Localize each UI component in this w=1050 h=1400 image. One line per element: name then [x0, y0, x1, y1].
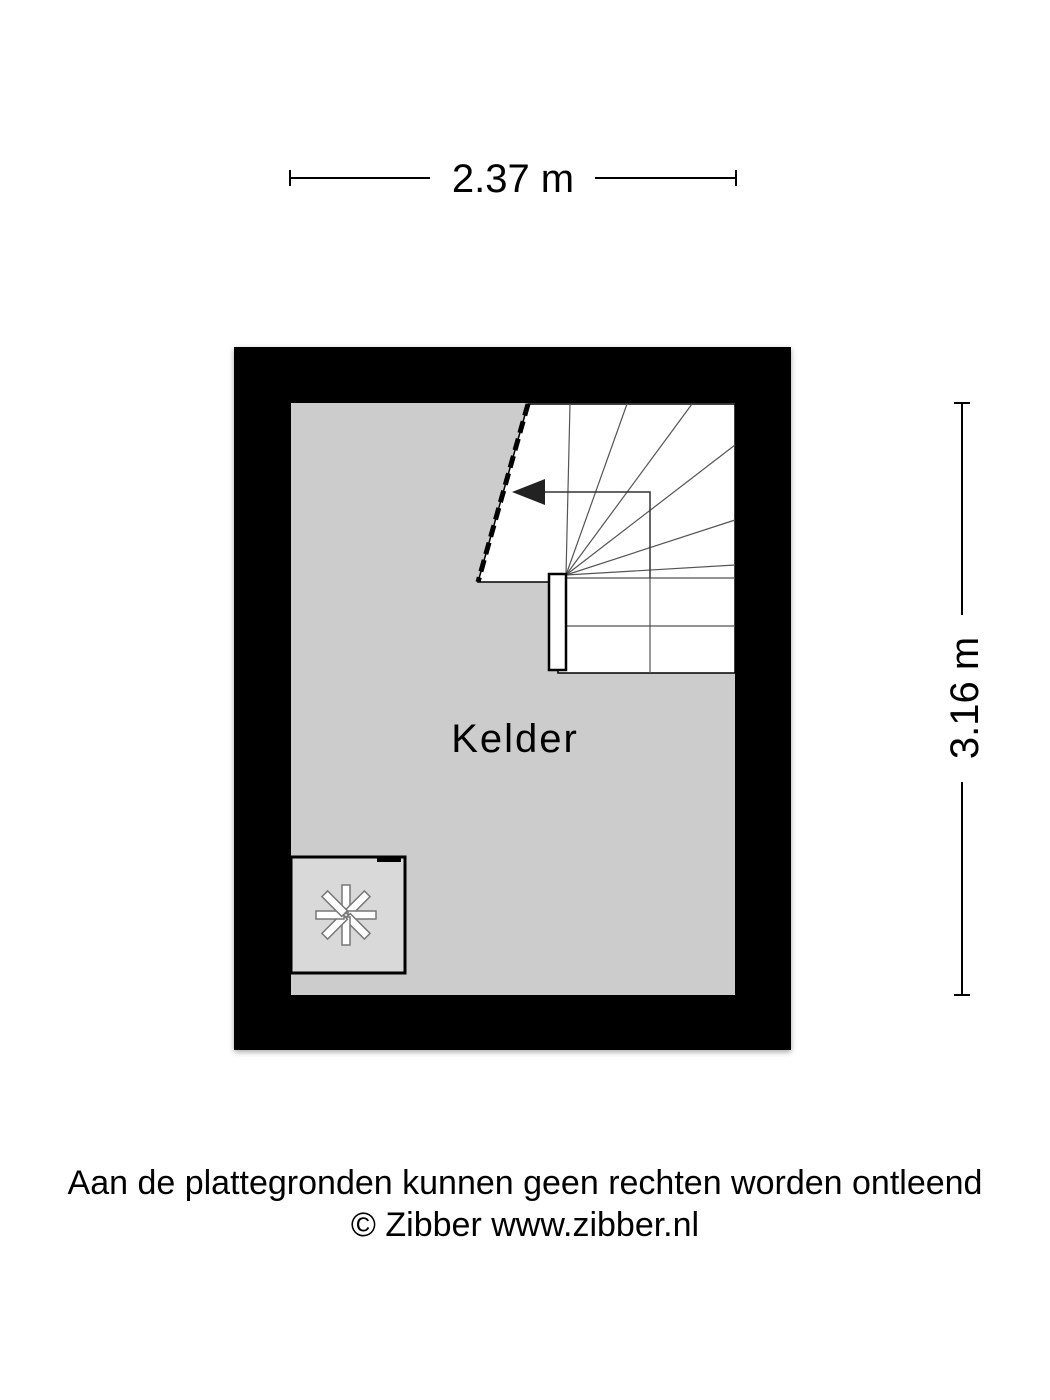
width-dimension — [290, 157, 736, 201]
height-label: 3.16 m — [943, 636, 987, 760]
stair-newel — [549, 574, 566, 670]
room-label: Kelder — [451, 717, 579, 761]
copyright-text: © Zibber www.zibber.nl — [350, 1206, 700, 1244]
disclaimer-text: Aan de plattegronden kunnen geen rechten worden ontleend — [67, 1164, 983, 1202]
height-dimension — [943, 403, 987, 995]
appliance — [291, 857, 405, 973]
width-label: 2.37 m — [451, 157, 575, 201]
